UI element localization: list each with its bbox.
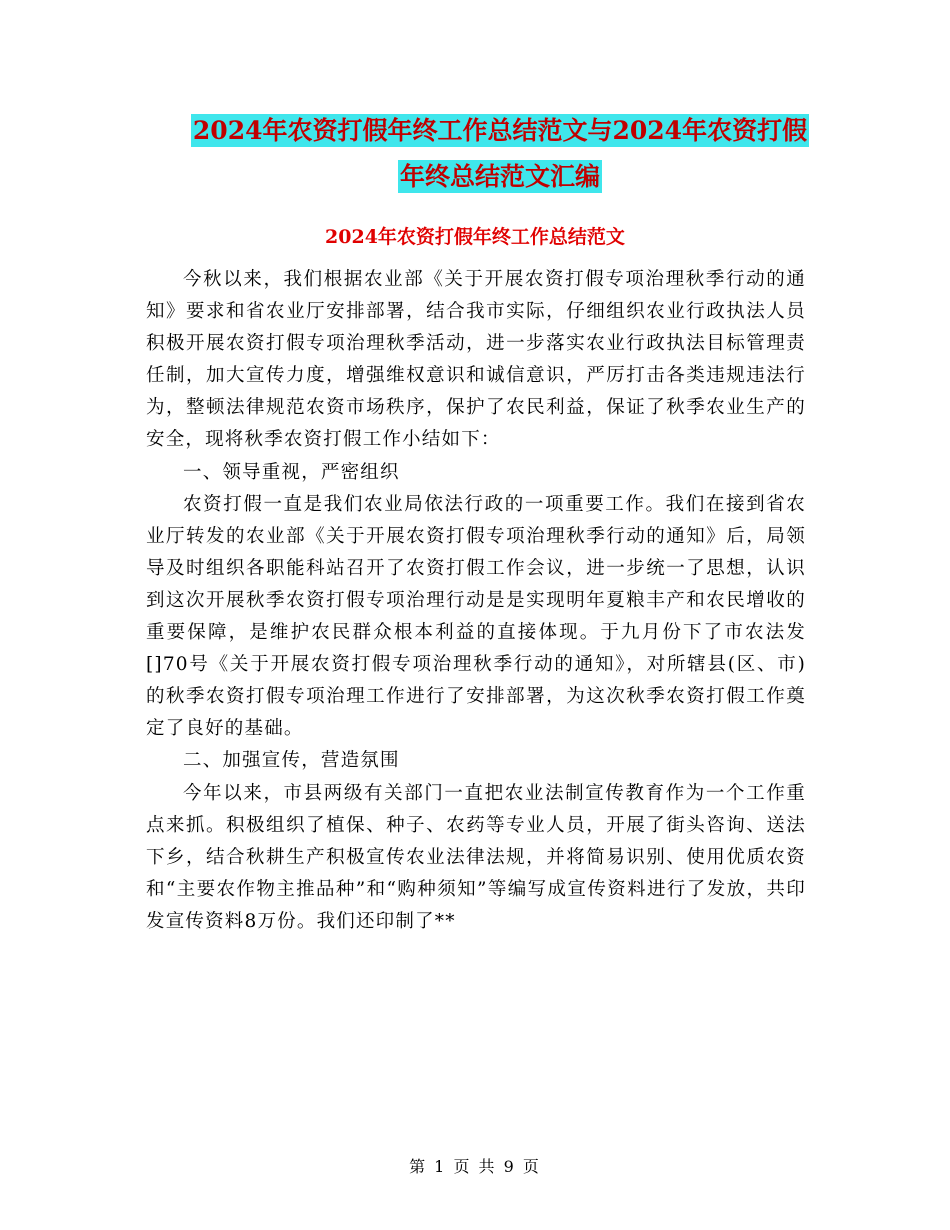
document-title xyxy=(150,108,850,200)
paragraph-publicity: 今年以来，市县两级有关部门一直把农业法制宣传教育作为一个工作重点来抓。积极组织了植保、种子、农药等专业人员，开展了街头咨询、送法下乡，结合秋耕生产积极宣传农业法律法规，并将简易识别、使用优质农资和“主要农作物主推品种”和“购种须知”等编写成宣传资料进行了发放，共印发宣传资料8万份。我们还印制了** xyxy=(146,782,806,932)
document-title-line1: 2024年农资打假年终工作总结范文与2024年农资打假 xyxy=(192,116,808,145)
heading-leadership: 一、领导重视，严密组织 xyxy=(183,461,400,483)
document-body xyxy=(146,264,806,938)
paragraph-intro: 今秋以来，我们根据农业部《关于开展农资打假专项治理秋季行动的通知》要求和省农业厅安排部署，结合我市实际，仔细组织农业行政执法人员积极开展农资打假专项治理秋季活动，进一步落实农业行政执法目标管理责任制，加大宣传力度，增强维权意识和诚信意识，严厉打击各类违规违法行为，整顿法律规范农资市场秩序，保护了农民利益，保证了秋季农业生产的安全，现将秋季农资打假工作小结如下： xyxy=(146,269,806,451)
heading-publicity: 二、加强宣传，营造氛围 xyxy=(183,750,400,772)
page-number-footer: 第 1 页 共 9 页 xyxy=(409,1157,541,1176)
paragraph-leadership: 农资打假一直是我们农业局依法行政的一项重要工作。我们在接到省农业厅转发的农业部《关于开展农资打假专项治理秋季行动的通知》后，局领导及时组织各职能科站召开了农资打假工作会议，进一步统一了思想，认识到这次开展秋季农资打假专项治理行动是是实现明年夏粮丰产和农民增收的重要保障，是维护农民群众根本利益的直接体现。于九月份下了市农法发[]70号《关于开展农资打假专项治理秋季行动的通知》，对所辖县(区、市)的秋季农资打假专项治理工作进行了安排部署，为这次秋季农资打假工作奠定了良好的基础。 xyxy=(146,493,806,740)
section-title: 2024年农资打假年终工作总结范文 xyxy=(325,226,625,248)
document-title-line2: 年终总结范文汇编 xyxy=(399,162,600,191)
